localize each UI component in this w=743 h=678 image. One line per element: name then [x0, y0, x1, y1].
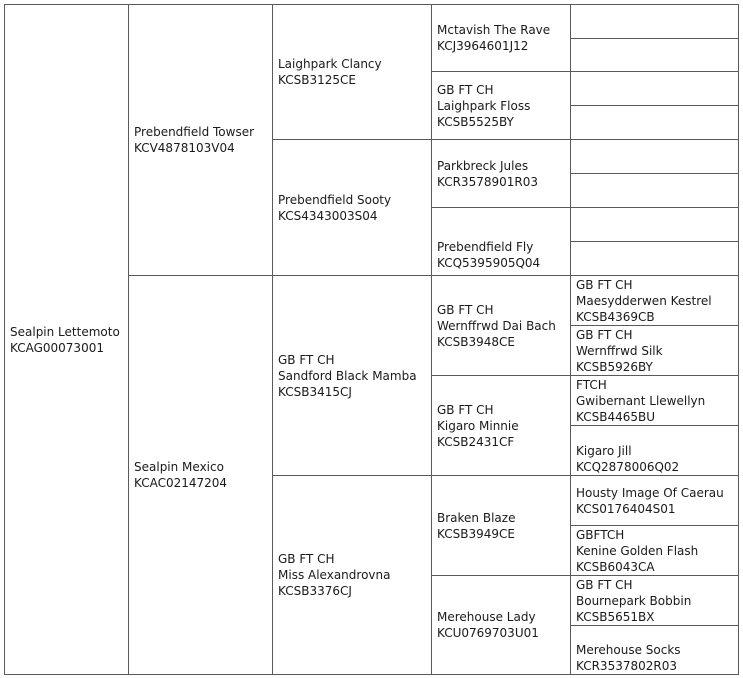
g4-cell: [570, 275, 739, 326]
g3-reg: KCSB5525BY: [437, 114, 514, 129]
g4-reg: KCR3537802R03: [576, 659, 677, 673]
g3-cell: [431, 475, 571, 576]
g4-reg: KCSB6043CA: [576, 559, 655, 574]
dam-dam-reg: KCSB3376CJ: [278, 584, 352, 598]
g3-cell: [431, 207, 571, 276]
sire-sire-name: Laighpark Clancy: [278, 57, 382, 71]
g4-cell: [570, 625, 739, 675]
dam-sire-title: GB FT CH: [278, 352, 335, 367]
g4-blank-cell: [570, 71, 739, 106]
g4-name: Kenine Golden Flash: [576, 543, 699, 558]
g3-name: Braken Blaze: [437, 510, 516, 525]
g3-cell: [431, 71, 571, 140]
dam-sire-name: Sandford Black Mamba: [278, 368, 417, 383]
g4-reg: KCSB4465BU: [576, 409, 655, 424]
sire-sire-reg: KCSB3125CE: [278, 73, 356, 87]
g4-name: Merehouse Socks: [576, 643, 681, 657]
subject-cell: [4, 4, 129, 675]
g4-name: Gwibernant Llewellyn: [576, 393, 706, 408]
dam-cell: [128, 275, 273, 675]
g4-title: GB FT CH: [576, 277, 633, 292]
g3-name: Kigaro Minnie: [437, 418, 519, 433]
g3-title: GB FT CH: [437, 82, 494, 97]
g4-blank-cell: [570, 105, 739, 140]
sire-cell: [128, 4, 273, 276]
sire-name: Prebendfield Towser: [134, 125, 255, 139]
g4-blank-cell: [570, 4, 739, 39]
g3-cell: [431, 275, 571, 376]
g4-name: Wernffrwd Silk: [576, 343, 663, 358]
dam-name: Sealpin Mexico: [134, 460, 224, 474]
dam-dam-title: GB FT CH: [278, 552, 335, 566]
g4-cell: [570, 375, 739, 426]
g4-cell: [570, 475, 739, 526]
g3-name: Mctavish The Rave: [437, 23, 551, 37]
g4-reg: KCSB5651BX: [576, 609, 655, 624]
g3-name: Laighpark Floss: [437, 98, 531, 113]
g3-reg: KCU0769703U01: [437, 626, 539, 640]
g4-blank-cell: [570, 173, 739, 208]
dam-sire-cell: [272, 275, 432, 476]
g4-blank-cell: [570, 241, 739, 276]
g4-blank-cell: [570, 207, 739, 242]
g3-name: Merehouse Lady: [437, 610, 536, 624]
g3-reg: KCSB2431CF: [437, 434, 515, 449]
g4-name: Kigaro Jill: [576, 443, 632, 458]
g4-reg: KCSB5926BY: [576, 359, 653, 374]
g3-title: GB FT CH: [437, 302, 494, 317]
g4-title: GBFTCH: [576, 527, 625, 542]
g3-reg: KCR3578901R03: [437, 174, 538, 189]
dam-sire-reg: KCSB3415CJ: [278, 384, 352, 399]
sire-dam-name: Prebendfield Sooty: [278, 192, 392, 207]
g4-blank-cell: [570, 139, 739, 174]
g3-reg: KCSB3948CE: [437, 334, 515, 349]
g4-cell: [570, 525, 739, 576]
g3-reg: KCSB3949CE: [437, 526, 515, 541]
sire-sire-cell: [272, 4, 432, 140]
g4-cell: [570, 325, 739, 376]
g4-reg: KCQ2878006Q02: [576, 459, 680, 474]
g4-name: Housty Image Of Caerau: [576, 485, 724, 500]
g3-reg: KCJ3964601J12: [437, 39, 529, 53]
sire-dam-cell: [272, 139, 432, 276]
dam-dam-cell: [272, 475, 432, 675]
g3-cell: [431, 375, 571, 476]
g4-blank-cell: [570, 38, 739, 72]
g4-reg: KCSB4369CB: [576, 309, 655, 324]
dam-dam-name: Miss Alexandrovna: [278, 568, 391, 582]
g3-cell: [431, 139, 571, 208]
sire-dam-reg: KCS4343003S04: [278, 208, 378, 223]
g3-reg: KCQ5395905Q04: [437, 255, 541, 270]
g3-cell: [431, 575, 571, 675]
subject-reg: KCAG00073001: [10, 340, 104, 355]
g4-title: GB FT CH: [576, 577, 633, 592]
g4-cell: [570, 575, 739, 626]
g4-name: Maesydderwen Kestrel: [576, 293, 712, 308]
sire-reg: KCV4878103V04: [134, 141, 235, 155]
g4-title: FTCH: [576, 377, 607, 392]
g4-cell: [570, 425, 739, 476]
g4-title: GB FT CH: [576, 327, 633, 342]
g3-name: Parkbreck Jules: [437, 158, 529, 173]
g4-name: Bournepark Bobbin: [576, 593, 692, 608]
g3-title: GB FT CH: [437, 402, 494, 417]
g3-cell: [431, 4, 571, 72]
g3-name: Prebendfield Fly: [437, 239, 534, 254]
g4-reg: KCS0176404S01: [576, 501, 676, 516]
g3-name: Wernffrwd Dai Bach: [437, 318, 556, 333]
subject-name: Sealpin Lettemoto: [10, 324, 120, 339]
dam-reg: KCAC02147204: [134, 476, 228, 490]
